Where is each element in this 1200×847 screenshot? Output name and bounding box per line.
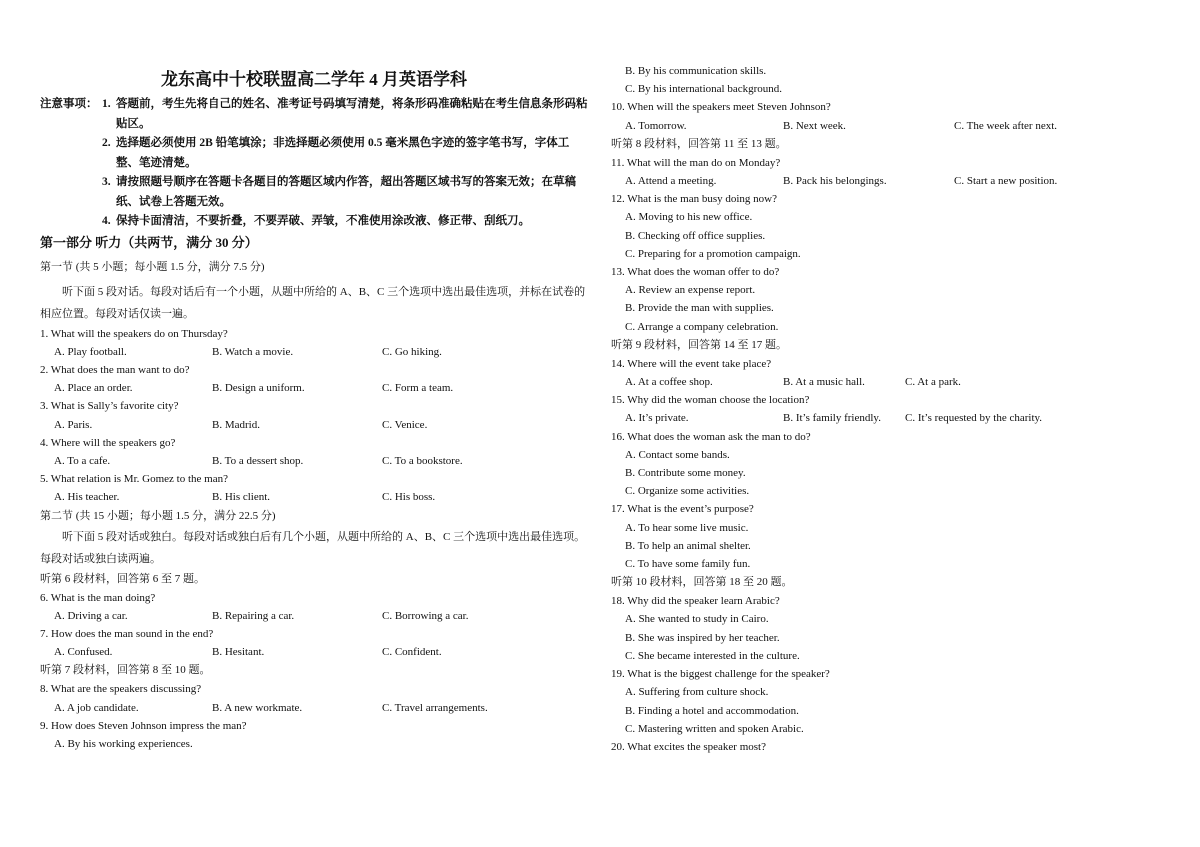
option-c: C. His boss.: [382, 491, 436, 504]
question-17: 17. What is the event’s purpose?: [611, 503, 754, 516]
question-9: 9. How does Steven Johnson impress the man?: [40, 719, 247, 732]
options-row: [40, 343, 588, 361]
option-c: C. The week after next.: [954, 119, 1058, 132]
option-b: B. To help an animal shelter.: [625, 539, 751, 552]
options-row: [40, 379, 588, 397]
material-7: 听第 7 段材料，回答第 8 至 10 题。: [40, 664, 211, 677]
material-6: 听第 6 段材料，回答第 6 至 7 题。: [40, 572, 205, 585]
option-c: C. Arrange a company celebration.: [625, 320, 779, 333]
option-a: A. Driving a car.: [54, 609, 128, 622]
section2-title: 第二节 (共 15 小题；每小题 1.5 分，满分 22.5 分): [40, 509, 276, 522]
option-a: A. By his working experiences.: [54, 737, 193, 750]
notice-item: [102, 212, 588, 232]
option-c: C. Venice.: [382, 418, 428, 431]
option-b: B. To a dessert shop.: [212, 454, 304, 467]
notice-text: 答题前，考生先将自己的姓名、准考证号码填写清楚，将条形码准确粘贴在考生信息条形码粘贴区。: [116, 98, 588, 130]
question-11: 11. What will the man do on Monday?: [611, 156, 781, 169]
question-14: 14. Where will the event take place?: [611, 357, 772, 370]
option-b: B. Provide the man with supplies.: [625, 302, 774, 315]
section1-title: 第一节 (共 5 小题；每小题 1.5 分，满分 7.5 分): [40, 260, 265, 273]
exam-title: 龙东高中十校联盟高二学年 4 月英语学科: [161, 70, 467, 89]
option-b: B. A new workmate.: [212, 701, 303, 714]
material-8: 听第 8 段材料，回答第 11 至 13 题。: [611, 137, 787, 150]
option-c: C. At a park.: [905, 376, 961, 389]
option-c: C. Go hiking.: [382, 345, 442, 358]
option-b: B. Finding a hotel and accommodation.: [625, 704, 799, 717]
option-a: A. Suffering from culture shock.: [625, 686, 769, 699]
options-row: [40, 643, 588, 661]
notice-number: 1.: [102, 98, 111, 110]
left-column: [40, 62, 588, 753]
option-b: B. Pack his belongings.: [783, 175, 887, 188]
option-c: C. Organize some activities.: [625, 485, 750, 498]
notice-text: 选择题必须使用 2B 铅笔填涂；非选择题必须使用 0.5 毫米黑色字迹的签字笔书写，字体工整、笔迹清楚。: [116, 137, 570, 169]
notice-text: 保持卡面清洁，不要折叠，不要弄破、弄皱，不准使用涂改液、修正带、刮纸刀。: [116, 215, 530, 227]
option-b: B. Madrid.: [212, 418, 260, 431]
option-c: C. Preparing for a promotion campaign.: [625, 247, 801, 260]
question-6: 6. What is the man doing?: [40, 591, 156, 604]
question-13: 13. What does the woman offer to do?: [611, 266, 780, 279]
notice-number: 3.: [102, 176, 111, 188]
option-a: A. To hear some live music.: [625, 521, 749, 534]
section1-instructions: 听下面 5 段对话。每段对话后有一个小题，从题中所给的 A、B、C 三个选项中选出最佳选项，并标在试卷的相应位置。每段对话仅读一遍。: [40, 285, 586, 320]
option-b: B. Checking off office supplies.: [625, 229, 766, 242]
option-c: C. She became interested in the culture.: [625, 649, 800, 662]
question-1: 1. What will the speakers do on Thursday?: [40, 327, 228, 340]
option-b: B. At a music hall.: [783, 376, 865, 389]
option-a: A. Confused.: [54, 646, 113, 659]
option-b: B. It’s family friendly.: [783, 412, 881, 425]
option-c: C. It’s requested by the charity.: [905, 412, 1043, 425]
question-3: 3. What is Sally’s favorite city?: [40, 400, 179, 413]
notice-number: 2.: [102, 137, 111, 149]
option-a: A. Place an order.: [54, 382, 133, 395]
options-row: [611, 172, 1171, 190]
option-a: A. His teacher.: [54, 491, 120, 504]
notice-item: [102, 134, 588, 173]
option-b: B. Design a uniform.: [212, 382, 305, 395]
option-c: C. To have some family fun.: [625, 558, 751, 571]
material-9: 听第 9 段材料，回答第 14 至 17 题。: [611, 338, 787, 351]
question-4: 4. Where will the speakers go?: [40, 436, 176, 449]
question-5: 5. What relation is Mr. Gomez to the man?: [40, 473, 228, 486]
option-c: C. Confident.: [382, 646, 442, 659]
question-20: 20. What excites the speaker most?: [611, 740, 766, 753]
option-a: A. At a coffee shop.: [625, 376, 713, 389]
question-8: 8. What are the speakers discussing?: [40, 683, 202, 696]
question-12: 12. What is the man busy doing now?: [611, 193, 777, 206]
option-b: B. His client.: [212, 491, 271, 504]
question-18: 18. Why did the speaker learn Arabic?: [611, 595, 780, 608]
option-b: B. Hesitant.: [212, 646, 265, 659]
part1-title: 第一部分 听力（共两节，满分 30 分）: [40, 234, 258, 250]
option-a: A. She wanted to study in Cairo.: [625, 613, 769, 626]
option-c: C. Form a team.: [382, 382, 454, 395]
options-row: [611, 373, 1171, 391]
option-b: B. Next week.: [783, 119, 846, 132]
option-a: A. A job candidate.: [54, 701, 139, 714]
options-row: [40, 607, 588, 625]
option-b: B. Watch a movie.: [212, 345, 294, 358]
option-c: C. Start a new position.: [954, 175, 1058, 188]
option-b: B. By his communication skills.: [625, 65, 767, 77]
notice-block: [40, 95, 588, 232]
option-a: A. Play football.: [54, 345, 127, 358]
question-15: 15. Why did the woman choose the location?: [611, 394, 810, 407]
option-a: A. It’s private.: [625, 412, 689, 425]
notice-list: [102, 95, 588, 232]
notice-text: 请按照题号顺序在答题卡各题目的答题区域内作答，超出答题区域书写的答案无效；在草稿纸、试卷上答题无效。: [116, 176, 576, 208]
option-c: C. By his international background.: [625, 83, 783, 96]
option-b: B. She was inspired by her teacher.: [625, 631, 780, 644]
question-16: 16. What does the woman ask the man to do?: [611, 430, 811, 443]
question-2: 2. What does the man want to do?: [40, 363, 190, 376]
option-c: C. To a bookstore.: [382, 454, 463, 467]
question-10: 10. When will the speakers meet Steven Johnson?: [611, 101, 831, 114]
option-c: C. Travel arrangements.: [382, 701, 488, 714]
notice-label: 注意事项：: [40, 98, 98, 110]
material-10: 听第 10 段材料，回答第 18 至 20 题。: [611, 576, 793, 589]
option-a: A. Moving to his new office.: [625, 211, 753, 224]
options-row: [40, 452, 588, 470]
notice-item: [102, 173, 588, 212]
option-a: A. To a cafe.: [54, 454, 111, 467]
notice-number: 4.: [102, 215, 111, 227]
question-7: 7. How does the man sound in the end?: [40, 627, 214, 640]
option-a: A. Contact some bands.: [625, 448, 730, 461]
right-column: [611, 62, 1171, 756]
option-a: A. Review an expense report.: [625, 284, 756, 297]
option-a: A. Attend a meeting.: [625, 175, 717, 188]
options-row: [611, 117, 1171, 135]
options-row: [40, 699, 588, 717]
notice-item: [102, 95, 588, 134]
question-19: 19. What is the biggest challenge for the speaker?: [611, 668, 830, 681]
options-row: [611, 409, 1171, 427]
option-b: B. Repairing a car.: [212, 609, 295, 622]
option-a: A. Paris.: [54, 418, 93, 431]
options-row: [40, 488, 588, 506]
option-a: A. Tomorrow.: [625, 119, 687, 132]
options-row: [40, 416, 588, 434]
option-c: C. Mastering written and spoken Arabic.: [625, 722, 804, 735]
section2-instructions: 听下面 5 段对话或独白。每段对话或独白后有几个小题，从题中所给的 A、B、C 三个选项中选出最佳选项。每段对话或独白读两遍。: [40, 530, 586, 565]
option-b: B. Contribute some money.: [625, 467, 746, 480]
option-c: C. Borrowing a car.: [382, 609, 469, 622]
